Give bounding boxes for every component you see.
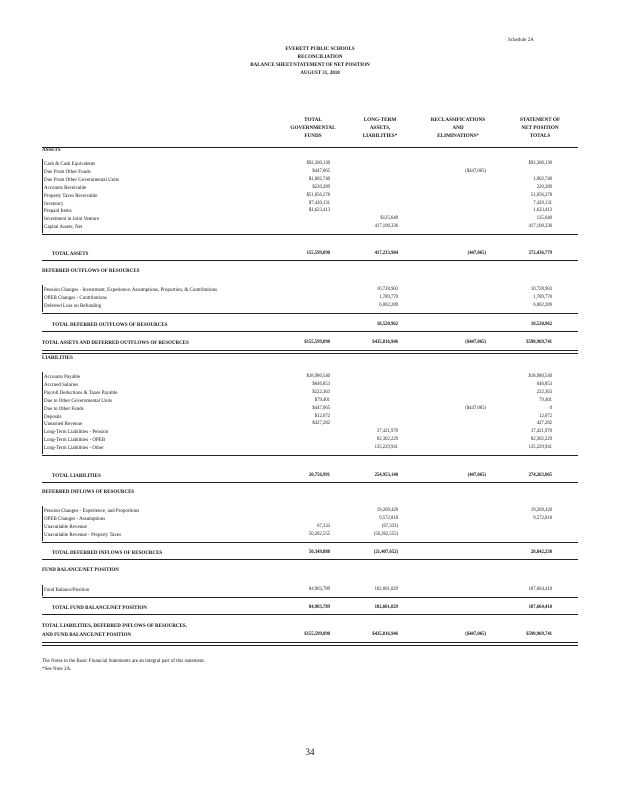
- liabilities-row-c4: 135,229,941: [528, 445, 552, 451]
- liabilities-row-c3: ($447,065): [465, 405, 486, 411]
- deferred_inflows-row-c2: (67,333): [381, 524, 398, 529]
- rule-vertical: [42, 372, 43, 454]
- liabilities-row-label: Long-Term Liabilities - Pension: [44, 430, 109, 436]
- rule: [42, 234, 578, 235]
- assets-row-label: Inventory: [44, 201, 64, 207]
- liabilities-row-c4: 79,401: [539, 397, 552, 403]
- rule: [42, 482, 578, 483]
- deferred_outflows-heading: DEFERRED OUTFLOWS OF RESOURCES: [42, 269, 140, 274]
- fund_balance-total-label: TOTAL FUND BALANCE/NET POSITION: [52, 606, 147, 611]
- deferred_outflows-row-c2: 6,002,289: [379, 303, 398, 308]
- rule: [42, 147, 578, 148]
- deferred_outflows-row-c4: 6,002,289: [533, 303, 552, 308]
- col1-header-3: FUNDS: [304, 133, 322, 139]
- assets-row-label: Investment in Joint Venture: [44, 217, 100, 223]
- liabilities-row-label: Deposits: [44, 414, 62, 420]
- title-statement: BALANCE SHEET/STATEMENT OF NET POSITION: [250, 63, 370, 68]
- assets-row-label: Prepaid Items: [44, 209, 72, 215]
- liabilities-row-label: Payroll Deductions & Taxes Payable: [44, 390, 118, 396]
- liabilities-row-c4: 12,072: [539, 413, 552, 419]
- total-assets-deferred-c2: $435,816,946: [372, 340, 398, 345]
- col2-header-3: LIABILITIES*: [362, 133, 398, 139]
- assets-row-c1: $1,623,413: [308, 208, 330, 214]
- fund_balance-total-c2: 102,601,029: [374, 605, 398, 610]
- notes-integral: The Notes to the Basic Financial Statements are an integral part of this statement.: [42, 659, 206, 664]
- grand-total-c1: $155,599,890: [304, 632, 330, 637]
- liabilities-row-c2: 37,421,970: [376, 429, 398, 435]
- deferred_inflows-row-c1: 50,282,555: [308, 532, 330, 537]
- grand-total-label-2: AND FUND BALANCE/NET POSITION: [42, 633, 131, 638]
- rule-vertical: [42, 159, 43, 233]
- title-date: AUGUST 31, 2018: [300, 71, 340, 76]
- assets-row-c4: 1,623,413: [533, 208, 552, 214]
- title-district: EVERETT PUBLIC SCHOOLS: [285, 47, 355, 52]
- col4-header-2: NET POSITION: [521, 125, 559, 131]
- col4-header-3: TOTALS: [529, 133, 551, 139]
- assets-row-c1: $51,056,278: [306, 192, 330, 198]
- total-assets-deferred-c3: ($447,065): [465, 340, 486, 345]
- rule: [42, 614, 578, 615]
- assets-row-c4: $92,360,130: [528, 161, 552, 166]
- liabilities-total-c1: 20,756,991: [308, 473, 330, 478]
- fund_balance-row-c4: 187,664,418: [528, 587, 552, 592]
- liabilities-total-c3: (447,065): [467, 473, 486, 478]
- deferred_inflows-row-label: Unavailable Revenue: [44, 525, 87, 530]
- grand-total-c3: ($447,065): [465, 632, 486, 637]
- liabilities-row-c2: 135,229,941: [374, 445, 398, 451]
- grand-total-c2: $435,816,946: [372, 632, 398, 637]
- liabilities-total-c4: 274,263,065: [528, 473, 552, 478]
- double-rule: [42, 350, 578, 354]
- assets-row-c4: 1,002,740: [533, 176, 552, 182]
- deferred_inflows-row-c2: 19,269,420: [376, 508, 398, 513]
- assets-row-label: Due From Other Governmental Units: [44, 177, 119, 183]
- liabilities-row-c1: $646,853: [312, 381, 330, 387]
- col3-header-2: AND: [452, 125, 464, 131]
- deferred_inflows-row-c2: (50,282,555): [373, 532, 398, 537]
- deferred_outflows-row-label: OPEB Changes - Contributions: [44, 296, 107, 301]
- col4-header-1: STATEMENT OF: [519, 117, 561, 123]
- liabilities-row-c1: $79,401: [314, 397, 330, 403]
- col2-header-1: LONG-TERM: [363, 117, 397, 123]
- liabilities-heading: LIABILITIES: [42, 356, 73, 361]
- grand-total-label-1: TOTAL LIABILITIES, DEFERRED INFLOWS OF RESOURCES,: [42, 624, 187, 629]
- rule: [42, 260, 578, 261]
- rule: [42, 597, 578, 598]
- assets-row-label: Property Taxes Receivable: [44, 193, 98, 199]
- title-reconciliation: RECONCILIATION: [297, 55, 343, 60]
- deferred_inflows-row-label: Unavailable Revenue - Property Taxes: [44, 533, 122, 538]
- deferred_outflows-row-label: Deferred Loss on Refunding: [44, 304, 102, 309]
- deferred_inflows-row-c4: 9,572,818: [533, 516, 552, 521]
- assets-row-c4: 417,108,336: [528, 224, 552, 230]
- total-assets-deferred-c4: $590,969,741: [526, 340, 552, 345]
- liabilities-row-c1: $222,363: [312, 389, 330, 395]
- liabilities-row-c4: 646,853: [536, 381, 552, 387]
- deferred_outflows-total-c2: 18,520,962: [376, 322, 398, 327]
- assets-total-label: TOTAL ASSETS: [52, 252, 89, 257]
- page-number: 34: [305, 747, 315, 757]
- liabilities-total-c2: 254,953,140: [374, 473, 398, 478]
- deferred_outflows-row-label: Pension Changes - Investment, Experience, Assumptions, Proportion, & Contributions: [44, 288, 218, 293]
- liabilities-row-label: Accrued Salaries: [44, 382, 79, 388]
- assets-row-c2: 417,108,336: [374, 224, 398, 230]
- fund_balance-row-label: Fund Balance/Position: [44, 588, 90, 593]
- deferred_inflows-heading: DEFERRED INFLOWS OF RESOURCES: [42, 490, 135, 495]
- assets-row-c4: 51,056,278: [530, 192, 552, 198]
- rule: [42, 331, 578, 332]
- deferred_inflows-row-c4: 19,269,420: [530, 508, 552, 513]
- deferred_inflows-row-c1: 67,333: [317, 524, 330, 529]
- assets-row-label: Accounts Receivable: [44, 185, 87, 191]
- rule-vertical: [42, 585, 43, 596]
- assets-row-c3: ($447,065): [465, 168, 486, 174]
- fund_balance-total-c1: 84,903,789: [308, 605, 330, 610]
- liabilities-row-c2: 82,302,229: [376, 437, 398, 443]
- assets-row-c4: 125,640: [536, 216, 552, 222]
- liabilities-row-label: Long-Term Liabilities - OPEB: [44, 438, 106, 444]
- assets-row-c2: $125,640: [380, 216, 398, 222]
- assets-total-c1: 155,599,890: [306, 251, 330, 256]
- assets-row-c4: 7,420,131: [533, 200, 552, 206]
- deferred_outflows-row-c4: 10,728,903: [530, 287, 552, 292]
- deferred_inflows-total-label: TOTAL DEFERRED INFLOWS OF RESOURCES: [52, 551, 163, 556]
- rule: [42, 455, 578, 456]
- liabilities-row-label: Unearned Revenue: [44, 422, 83, 428]
- liabilities-row-label: Due to Other Funds: [44, 406, 84, 412]
- total-assets-deferred-c1: $155,599,890: [304, 340, 330, 345]
- assets-row-c1: $447,065: [312, 168, 330, 174]
- deferred_outflows-total-label: TOTAL DEFERRED OUTFLOWS OF RESOURCES: [52, 323, 168, 328]
- assets-row-label: Cash & Cash Equivalents: [44, 162, 96, 167]
- col2-header-2: ASSETS,: [369, 125, 391, 131]
- fund_balance-row-c1: 84,903,789: [308, 587, 330, 592]
- fund_balance-row-c2: 102,601,029: [374, 587, 398, 592]
- assets-total-c2: 417,233,984: [374, 251, 398, 256]
- assets-total-c3: (447,065): [467, 251, 486, 256]
- liabilities-row-c1: $427,282: [312, 421, 330, 427]
- liabilities-row-label: Accounts Payable: [44, 375, 80, 380]
- col3-header-1: RECLASSIFICATIONS: [430, 117, 486, 123]
- rule-vertical: [42, 285, 43, 312]
- rule: [42, 313, 578, 314]
- liabilities-row-c4: 0: [549, 405, 552, 411]
- fund_balance-heading: FUND BALANCE/NET POSITION: [42, 568, 119, 573]
- assets-row-c1: $7,420,131: [308, 200, 330, 206]
- assets-row-c1: $1,002,740: [308, 176, 330, 182]
- liabilities-total-label: TOTAL LIABILITIES: [52, 474, 101, 479]
- deferred_inflows-row-label: Pension Changes - Experience, and Proportions: [44, 509, 140, 514]
- rule: [42, 542, 578, 543]
- deferred_inflows-total-c4: 28,842,238: [530, 550, 552, 555]
- deferred_inflows-row-label: OPEB Changes - Assumptions: [44, 517, 106, 522]
- assets-row-c1: $92,360,130: [306, 161, 330, 166]
- liabilities-row-c4: 222,363: [536, 389, 552, 395]
- double-rule: [42, 642, 578, 646]
- liabilities-row-c4: 37,421,970: [530, 429, 552, 435]
- col1-header-1: TOTAL: [304, 117, 322, 123]
- fund_balance-total-c4: 187,664,418: [528, 605, 552, 610]
- rule-vertical: [42, 506, 43, 541]
- liabilities-row-c4: 82,302,229: [530, 437, 552, 443]
- liabilities-row-c4: $18,980,540: [528, 374, 552, 379]
- assets-row-label: Capital Assets, Net: [44, 225, 83, 231]
- deferred_inflows-total-c2: (21,407,652): [373, 550, 398, 555]
- deferred_outflows-row-c2: 10,728,903: [376, 287, 398, 292]
- rule: [42, 559, 578, 560]
- col1-header-2: GOVERNMENTAL: [290, 125, 336, 131]
- schedule-label: Schedule 2A: [508, 38, 534, 43]
- liabilities-row-c1: $447,065: [312, 405, 330, 411]
- assets-row-label: Due From Other Funds: [44, 169, 91, 175]
- liabilities-row-c1: $18,980,540: [306, 374, 330, 379]
- assets-heading: ASSETS: [42, 148, 61, 153]
- assets-row-c1: $220,289: [312, 184, 330, 190]
- grand-total-c4: $590,969,741: [526, 632, 552, 637]
- liabilities-row-c1: $12,072: [314, 413, 330, 419]
- deferred_outflows-row-c4: 1,789,770: [533, 295, 552, 300]
- assets-total-c4: 572,436,779: [528, 251, 552, 256]
- col3-header-3: ELIMINATIONS*: [437, 133, 479, 139]
- deferred_inflows-row-c2: 9,572,818: [379, 516, 398, 521]
- liabilities-row-label: Long-Term Liabilities - Other: [44, 446, 104, 452]
- deferred_outflows-row-c2: 1,789,770: [379, 295, 398, 300]
- liabilities-row-c4: 427,282: [536, 421, 552, 427]
- assets-row-c4: 220,289: [536, 184, 552, 190]
- notes-see-note: *See Note 2A.: [42, 667, 72, 672]
- deferred_outflows-total-c4: 18,520,962: [530, 322, 552, 327]
- liabilities-row-label: Due to Other Governmental Units: [44, 398, 113, 404]
- deferred_inflows-total-c1: 50,349,888: [308, 550, 330, 555]
- total-assets-deferred-label: TOTAL ASSETS AND DEFERRED OUTFLOWS OF RESOURCES: [42, 341, 189, 346]
